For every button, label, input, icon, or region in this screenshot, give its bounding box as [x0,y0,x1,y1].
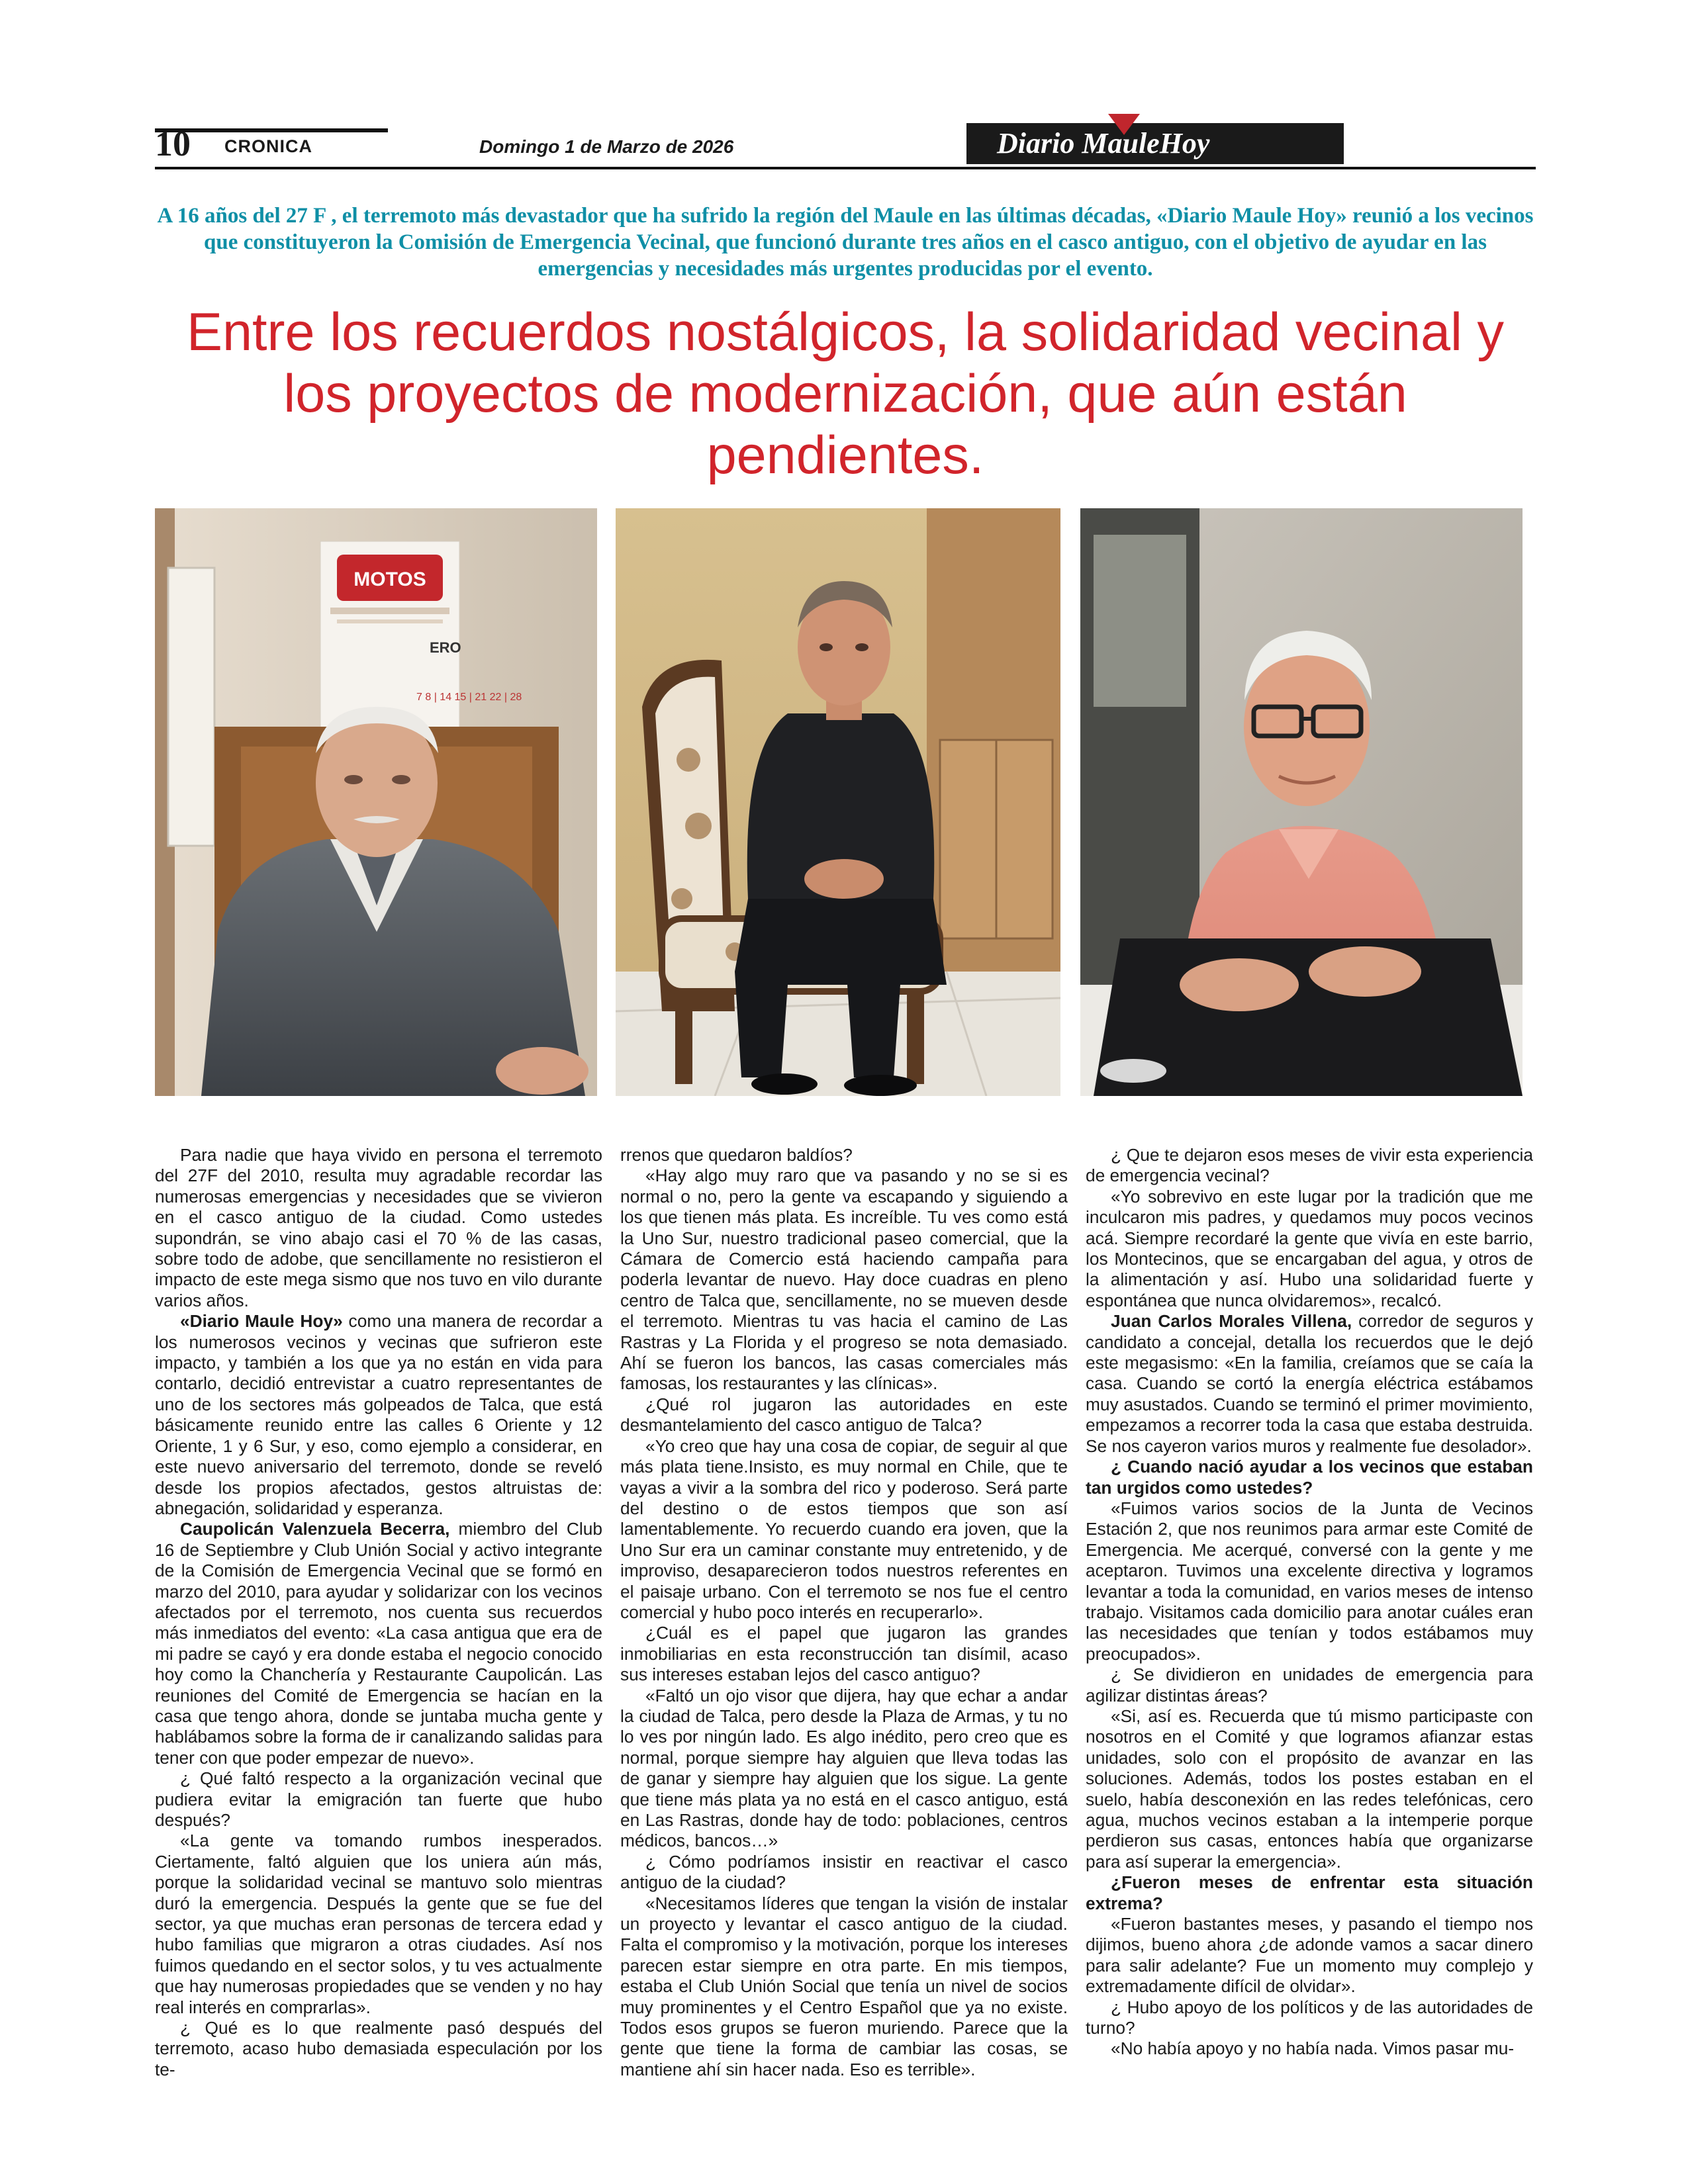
bold-question: ¿ Cuando nació ayudar a los vecinos que estaban tan urgidos como ustedes? [1086,1457,1533,1498]
paragraph: Para nadie que haya vivido en persona el terremoto del 27F del 2010, resulta muy agradable recordar las numerosas emergencias y necesidades que se vivieron en el casco antiguo de la ciudad. Como ustedes supondrán, se vino abajo casi el 70 % de las casas, sobre todo de adobe, que sencillamente no resistieron el impacto de este mega sismo que nos tuvo en vilo durante varios años. [155,1145,602,1310]
paragraph: «Yo creo que hay una cosa de copiar, de seguir al que más plata tiene.Insisto, es muy normal en Chile, que te vayas a vivir a la sombra del rico y poderoso. Será parte del destino o de estos tiempos que son así lamentablemente. Yo recuerdo cuando era joven, que la Uno Sur era un caminar constante muy entretenido, y de improviso, desaparecieron todos nuestros referentes en el paisaje urbano. Con el terremoto se nos fue el centro comercial y hubo poco interés en recuperarlo». [620,1435,1068,1622]
page-header [155,126,1536,172]
lead-paragraph: A 16 años del 27 F , el terremoto más devastador que ha sufrido la región del Maule en las últimas décadas, «Diario Maule Hoy» reunió a los vecinos que constituyeron la Comisión de Emergencia Vecinal, que funcionó durante tres años en el casco antiguo, con el objetivo de ayudar en las emergencias y necesidades más urgentes producidas por el evento. [157,204,1534,281]
paragraph: «Yo sobrevivo en este lugar por la tradición que me inculcaron mis padres, y quedamos muy pocos vecinos acá. Siempre recordaré la gente que vivía en este barrio, los Montecinos, que se encargaban del agua, y otros de la alimentación y así. Hubo una solidaridad fuerte y espontánea que nunca olvidaremos», recalcó. [1086,1186,1533,1310]
paragraph: «Fueron bastantes meses, y pasando el tiempo nos dijimos, bueno ahora ¿de adonde vamos a sacar dinero para salir adelante? Fue un momento muy complejo y extremadamente difícil de olvidar». [1086,1914,1533,1997]
question: ¿Cuál es el papel que jugaron las grandes inmobiliarias en esta reconstrucción tan disímil, acaso sus intereses estaban lejos del casco antiguo? [620,1623,1068,1685]
paragraph: «La gente va tomando rumbos inesperados. Ciertamente, faltó alguien que los uniera aún más, porque la solidaridad vecinal se mantuvo solo mientras duró la emergencia. Después la gente que se fue del sector, ya que muchas eran personas de tercera edad y hubo familias que migraron a otras ciudades. Así nos fuimos quedando en el sector solos, y tu ves actualmente que hay numerosas propiedades que se venden y no hay real interés en comprarlas». [155,1831,602,2017]
question: ¿ Que te dejaron esos meses de vivir esta experiencia de emergencia vecinal? [1086,1145,1533,1186]
paragraph: «Hay algo muy raro que va pasando y no se si es normal o no, pero la gente va escapando y siguiendo a los que tienen más plata. Es increíble. Tu ves como está la Uno Sur, nuestro tradicional paseo comercial, que la Cámara de Comercio está haciendo campaña para poderla levantar de nuevo. Hay doce cuadras en pleno centro de Talca que, sencillamente, no se mueven desde el terremoto. Mientras tu vas hacia el camino de Las Rastras y La Florida y el progreso se nota demasiado. Ahí se fueron los bancos, las casas comerciales más famosas, los restaurantes y las clínicas». [620,1165,1068,1394]
paragraph: «Si, así es. Recuerda que tú mismo participaste con nosotros en el Comité y que logramos afianzar estas unidades, solo con el propósito de avanzar en las soluciones. Además, todos los postes estaban en el suelo, había desconexión en las redes telefónicas, cero agua, muchos vecinos estaban a la intemperie porque perdieron sus casas, entonces había que organizarse para así superar la emergencia». [1086,1706,1533,1872]
section-label: CRONICA [224,136,312,156]
paragraph: «Fuimos varios socios de la Junta de Vecinos Estación 2, que nos reunimos para armar este Comité de Emergencia. Me acerqué, conversé con la gente y me aceptaron. Tuvimos una excelente directiva y logramos levantar a toda la comunidad, en varios meses de intenso trabajo. Visitamos cada domicilio para anotar cuáles eran las necesidades que tenían y todos estábamos muy preocupados». [1086,1498,1533,1664]
paragraph [155,1311,602,1519]
question: ¿ Cómo podríamos insistir en reactivar el casco antiguo de la ciudad? [620,1851,1068,1893]
question: ¿ Se dividieron en unidades de emergencia para agilizar distintas áreas? [1086,1664,1533,1706]
paragraph: «Necesitamos líderes que tengan la visión de instalar un proyecto y levantar el casco antiguo de la ciudad. Falta el compromiso y la motivación, porque los intereses parecen estar siempre en otra parte. En mis tiempos, estaba el Club Unión Social que tenía un nivel de socios muy prominentes y el Centro Español que ya no existe. Todos esos grupos se fueron muriendo. Parece que la gente que tiene la forma de cambiar las cosas, se mantiene ahí sin hacer nada. Eso es terrible». [620,1893,1068,2079]
article-column-1 [155,1145,602,2080]
calendar-month: ERO [430,639,461,656]
paragraph-text: corredor de seguros y candidato a concejal, detalla los recuerdos que le dejó este megasismo: «En la familia, creíamos que se caía la casa. Cuando se cortó la energía eléctrica estábamos muy asustados. Cuando se terminó el primer movimiento, empezamos a recorrer toda la casa que estaba destruida. Se nos cayeron varios muros y realmente fue desolador». [1086,1311,1533,1456]
masthead-text: Diario MauleHoy [997,127,1210,159]
question-continuation: rrenos que quedaron baldíos? [620,1145,853,1165]
bold-question: ¿Fueron meses de enfrentar esta situación extrema? [1086,1872,1533,1913]
question: ¿ Hubo apoyo de los políticos y de las autoridades de turno? [1086,1997,1533,2038]
paragraph: «No había apoyo y no había nada. Vimos pasar mu- [1111,2038,1515,2059]
page-number: 10 [155,124,191,163]
headline: Entre los recuerdos nostálgicos, la solidaridad vecinal y los proyectos de modernización, que aún están pendientes. [186,302,1505,485]
header-rule [155,167,1536,169]
bold-lead: «Diario Maule Hoy» [180,1311,343,1332]
paragraph: «Faltó un ojo visor que dijera, hay que echar a andar la ciudad de Talca, pero desde la Plaza de Armas, y tu no lo ves por ningún lado. Es algo inédito, pero creo que es normal, porque siempre hay alguien que lleva todas las de ganar y siempre hay alguien que los sigue. La gente que tiene más plata ya no está en el casco antiguo, está en Las Rastras, donde hay de todo: poblaciones, centros médicos, bancos…» [620,1685,1068,1851]
question: ¿ Qué es lo que realmente pasó después del terremoto, acaso hubo demasiada especulación por los te- [155,2018,602,2079]
photo-caupolican-valenzuela [155,508,597,1096]
photo-second-interviewee [616,508,1060,1096]
question: ¿ Qué faltó respecto a la organización vecinal que pudiera evitar la emigración tan fuerte que hubo después? [155,1768,602,1830]
paragraph-text: miembro del Club 16 de Septiembre y Club Unión Social y activo integrante de la Comisión de Emergencia Vecinal que se formó en marzo del 2010, para ayudar y solidarizar con los vecinos afectados por el terremoto, nos cuenta sus recuerdos más inmediatos del evento: «La casa antigua que era de mi padre se cayó y era donde estaba el negocio conocido hoy como la Chanchería y Restaurante Caupolicán. Las reuniones del Comité de Emergencia se hacían en la casa que tengo ahora, donde se juntaba mucha gente y hablábamos sobre la forma de ir canalizando salidas para tener con que poder empezar de nuevo». [155,1519,602,1768]
interviewee-name: Caupolicán Valenzuela Becerra, [180,1519,450,1539]
masthead-logo [966,123,1344,164]
paragraph-text: como una manera de recordar a los numerosos vecinos y vecinas que sufrieron este impacto, y también a los que ya no están en vida para contarlo, decidió entrevistar a cuatro representantes de uno de los sectores más golpeados de Talca, que está básicamente reunido entre las calles 6 Oriente y 12 Oriente, 1 y 6 Sur, y eso, como ejemplo a considerar, en este nuevo aniversario del terremoto, donde se reveló desde los propios afectados, gestos altruistas de: abnegación, solidaridad y esperanza. [155,1311,602,1518]
calendar-brand: MOTOS [353,569,426,590]
question: ¿Qué rol jugaron las autoridades en este desmantelamiento del casco antiguo de Talca? [620,1394,1068,1435]
photo-juan-carlos-morales [1080,508,1523,1096]
masthead-triangle-icon [1108,114,1140,135]
interviewee-name: Juan Carlos Morales Villena, [1111,1311,1352,1332]
paragraph [155,1519,602,1768]
paragraph [1086,1311,1533,1457]
article-column-2 [620,1145,1068,2080]
calendar-days: 7 8 | 14 15 | 21 22 | 28 [416,692,522,703]
article-column-3 [1086,1145,1533,2060]
issue-date: Domingo 1 de Marzo de 2026 [479,136,734,157]
